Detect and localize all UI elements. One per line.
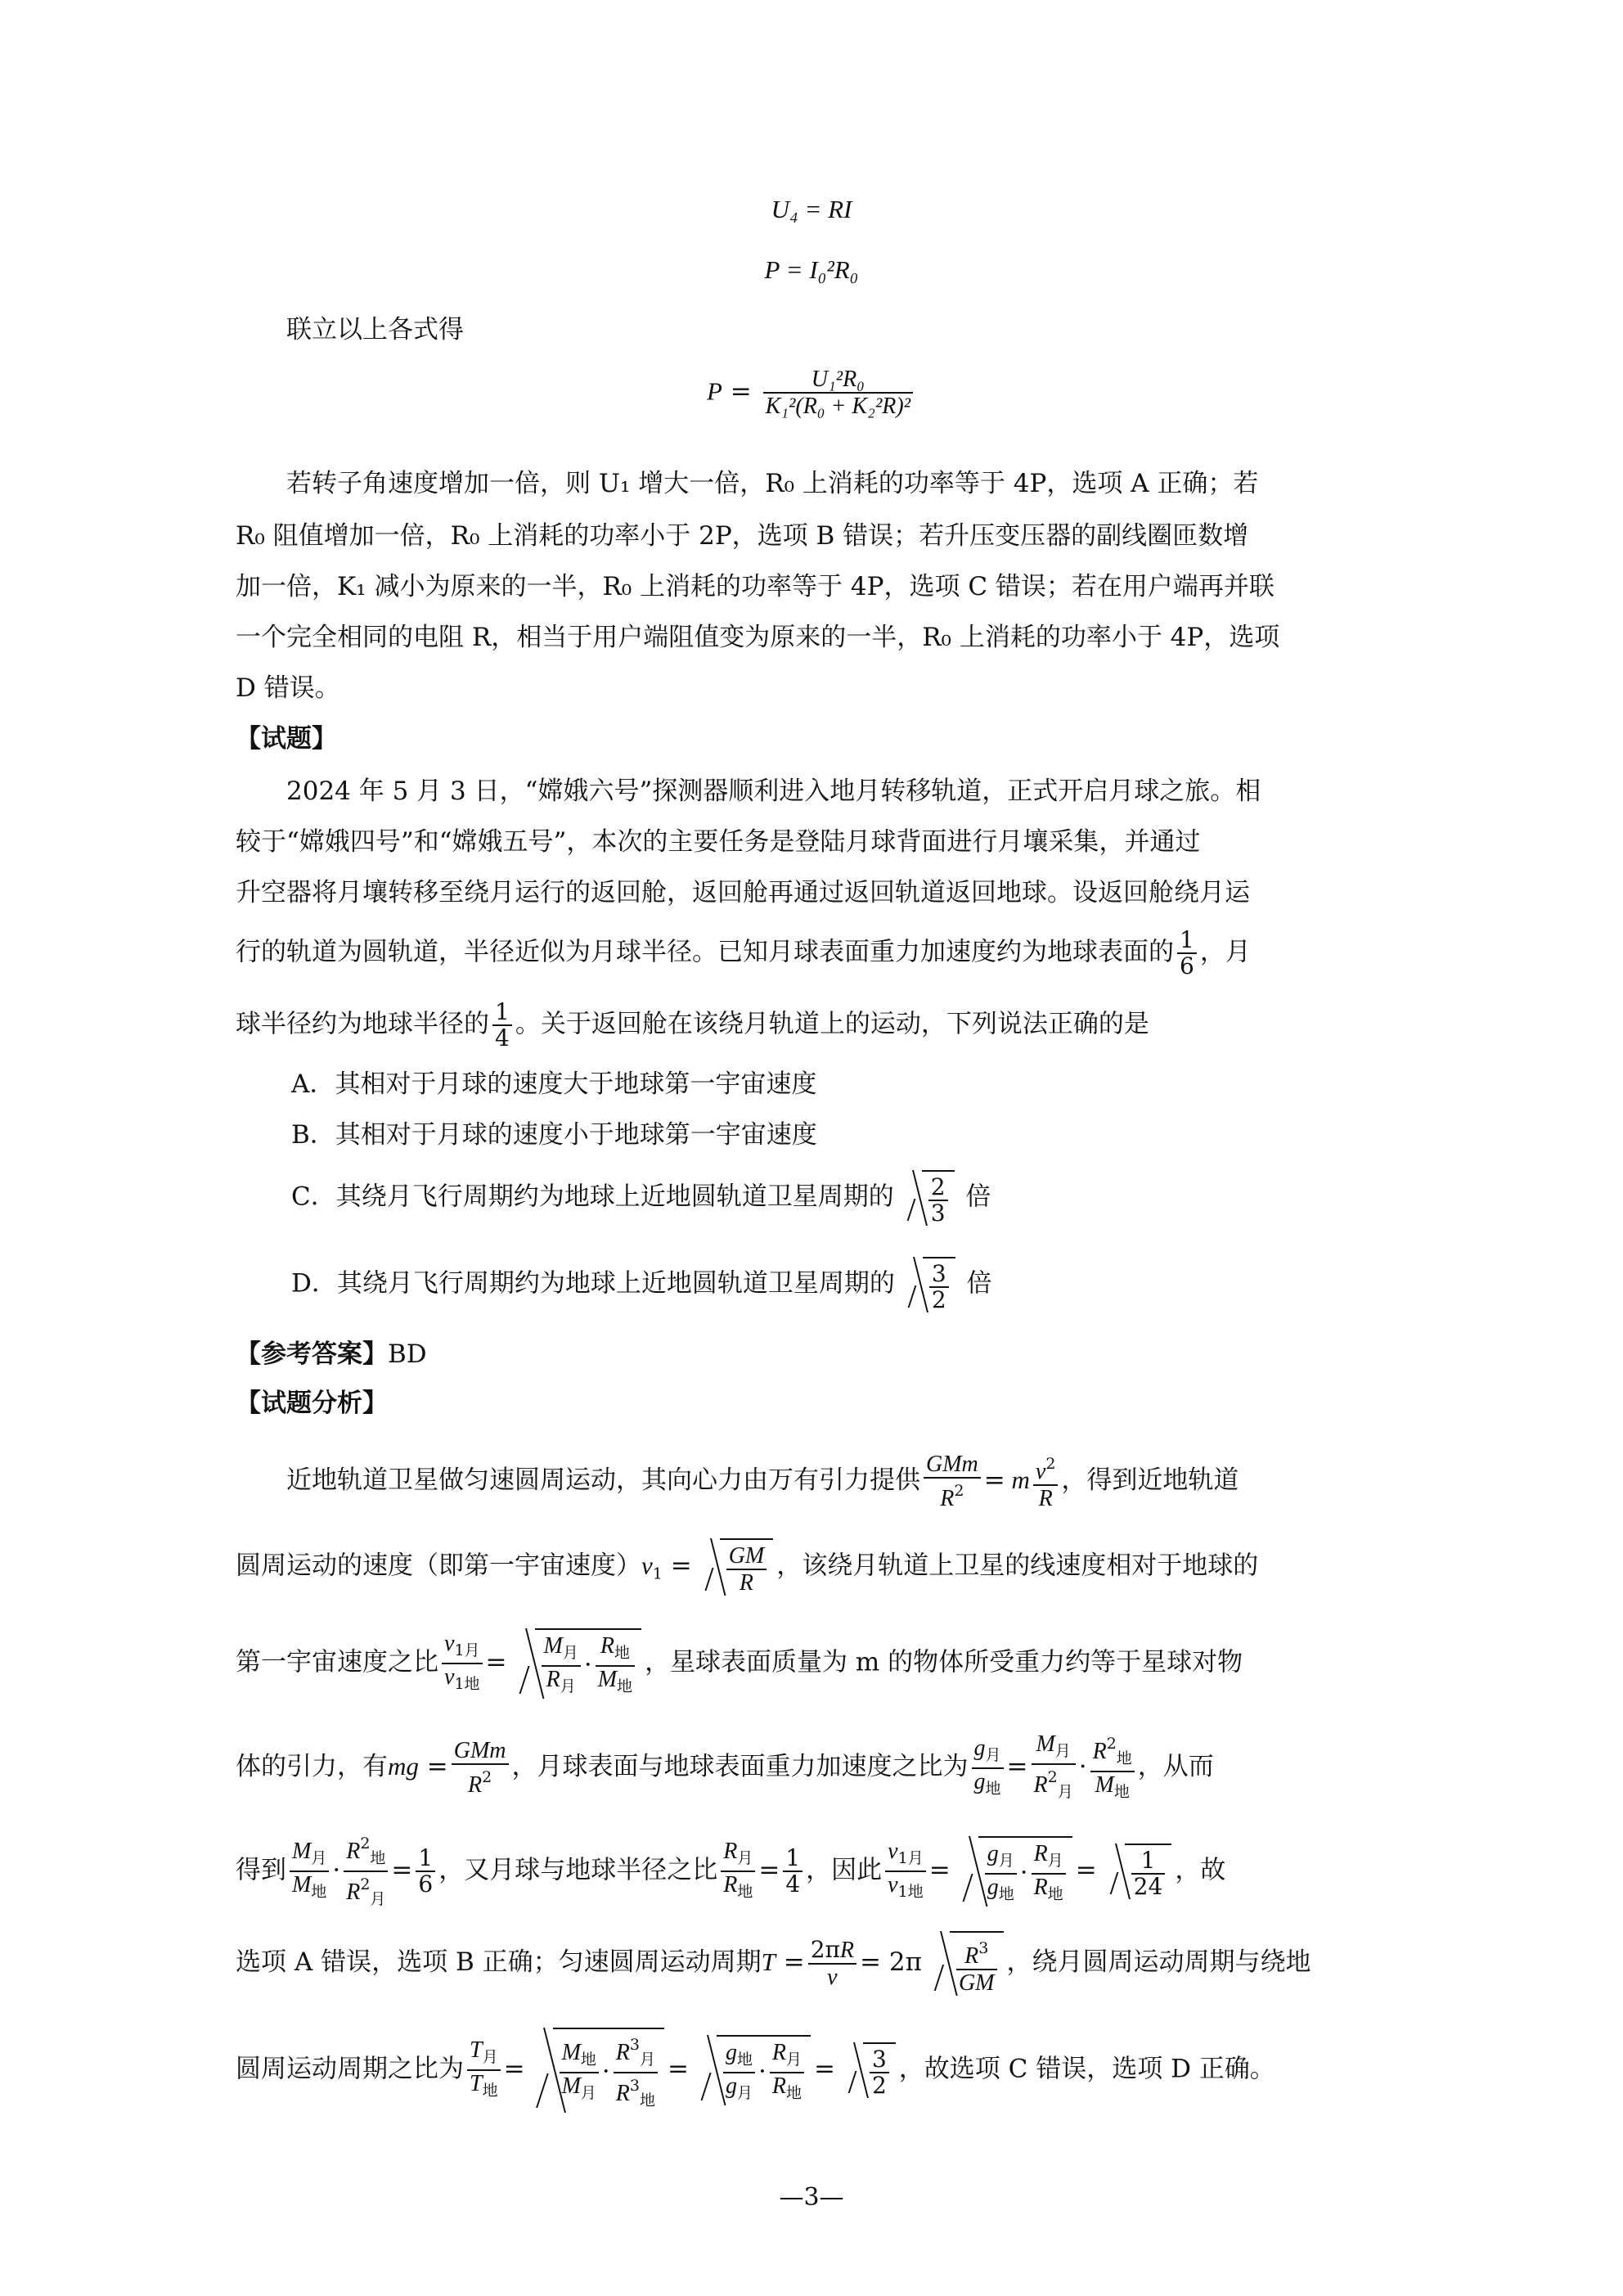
answer-line: 【参考答案】BD [236, 1339, 427, 1369]
analysis-line-6: 选项 A 错误，选项 B 正确；匀速圆周运动周期T = $\frac{2\pi R}{v}$ = 2π $\frac{R^3}{GM}$ ，绕月圆周运动周期与绕地 [236, 1931, 1387, 1996]
page-number: —3— [779, 2183, 844, 2212]
prev-analysis-line-1: 若转子角速度增加一倍，则 U₁ 增大一倍，R₀ 上消耗的功率等于 4P，选项 A 正确；若 [286, 469, 1259, 498]
option-d: D．其绕月飞行周期约为地球上近地圆轨道卫星周期的 $\frac{3}{2}$ 倍 [291, 1257, 1443, 1312]
formula-p-final: P = $\frac{\text{U₁²R₀}}{\text{K₁²(R₀ + K₂²R)²}}$ [0, 367, 1623, 419]
question-line-1: 2024 年 5 月 3 日，“嫦娥六号”探测器顺利进入地月转移轨道，正式开启月球之旅。相 [286, 777, 1261, 806]
analysis-line-4: 体的引力，有mg = $\frac{\text{GMm}}{R^2}$ ，月球表面与地球表面重力加速度之比为 $\frac{g_月}{g_地}$ = $\frac{M_月}{R^2_月}$ · $\frac{R^2_地}{M_地}$ ，从而 [236, 1731, 1214, 1801]
prev-analysis-line-4: 一个完全相同的电阻 R，相当于用户端阻值变为原来的一半，R₀ 上消耗的功率小于 4P，选项 [236, 623, 1280, 652]
prev-analysis-line-2: R₀ 阻值增加一倍，R₀ 上消耗的功率小于 2P，选项 B 错误；若升压变压器的副线圈匝数增 [236, 521, 1249, 551]
question-line-3: 升空器将月壤转移至绕月运行的返回舱，返回舱再通过返回轨道返回地球。设返回舱绕月运 [236, 878, 1250, 907]
option-a: A．其相对于月球的速度大于地球第一宇宙速度 [291, 1069, 817, 1099]
formula-p-loss: P = I₀²R₀ [764, 255, 859, 284]
p-final-fraction: $\frac{\text{U₁²R₀}}{\text{K₁²(R₀ + K₂²R)²}}$ [763, 367, 914, 419]
formula-u4: U₄ = RI [771, 195, 852, 223]
option-b: B．其相对于月球的速度小于地球第一宇宙速度 [291, 1120, 817, 1150]
analysis-line-1: 近地轨道卫星做匀速圆周运动，其向心力由万有引力提供 $\frac{\text{GMm}}{R^2}$ = m $\frac{v^2}{R}$ ，得到近地轨道 [286, 1452, 1239, 1511]
combine-label: 联立以上各式得 [286, 315, 464, 344]
option-c: C．其绕月飞行周期约为地球上近地圆轨道卫星周期的 $\frac{2}{3}$ 倍 [291, 1170, 1443, 1226]
prev-analysis-line-3: 加一倍，K₁ 减小为原来的一半，R₀ 上消耗的功率等于 4P，选项 C 错误；若在用户端再并联 [236, 572, 1275, 601]
analysis-heading: 【试题分析】 [236, 1389, 388, 1418]
analysis-line-3: 第一宇宙速度之比 $\frac{v_{1月}}{v_{1地}}$ = $\frac{M_月}{R_月}$ · $\frac{R_地}{M_地}$ ，星球表面质量为 m 的物体所受重力约等于星球对物 [236, 1628, 1387, 1699]
question-heading: 【试题】 [236, 724, 337, 754]
question-line-2: 较于“嫦娥四号”和“嫦娥五号”，本次的主要任务是登陆月球背面进行月壤采集，并通过 [236, 827, 1201, 857]
question-line-4: 行的轨道为圆轨道，半径近似为月球半径。已知月球表面重力加速度约为地球表面的 $\frac{1}{6}$ ，月 [236, 926, 1251, 979]
analysis-line-7: 圆周运动周期之比为 $\frac{T_月}{T_地}$ = $\frac{M_地}{M_月}$ · $\frac{R^3_月}{R^3_地}$ = $\frac{g_地}{g_月}$ · $\frac{R_月}{R_地}$ = $\frac{3}{2}$ ，故选项 C 错误，选项 D 正确。 [236, 2028, 1387, 2113]
question-line-5: 球半径约为地球半径的 $\frac{1}{4}$ 。关于返回舱在该绕月轨道上的运动，下列说法正确的是 [236, 998, 1149, 1051]
prev-analysis-line-5: D 错误。 [236, 673, 340, 703]
analysis-line-2: 圆周运动的速度（即第一宇宙速度）$v_1$ = $\frac{GM}{R}$ ，该绕月轨道上卫星的线速度相对于地球的 [236, 1538, 1387, 1596]
analysis-line-5: 得到 $\frac{M_月}{M_地}$ · $\frac{R^2_地}{R^2_月}$ = $\frac{1}{6}$ ，又月球与地球半径之比 $\frac{R_月}{R_地}$ = $\frac{1}{4}$ ，因此 $\frac{v_{1月}}{v_{1地}}$ = $\frac{g_月}{g_地}$ · $\frac{R_月}{R_地}$ = $\frac{1}{24}$ ，故 [236, 1831, 1387, 1911]
